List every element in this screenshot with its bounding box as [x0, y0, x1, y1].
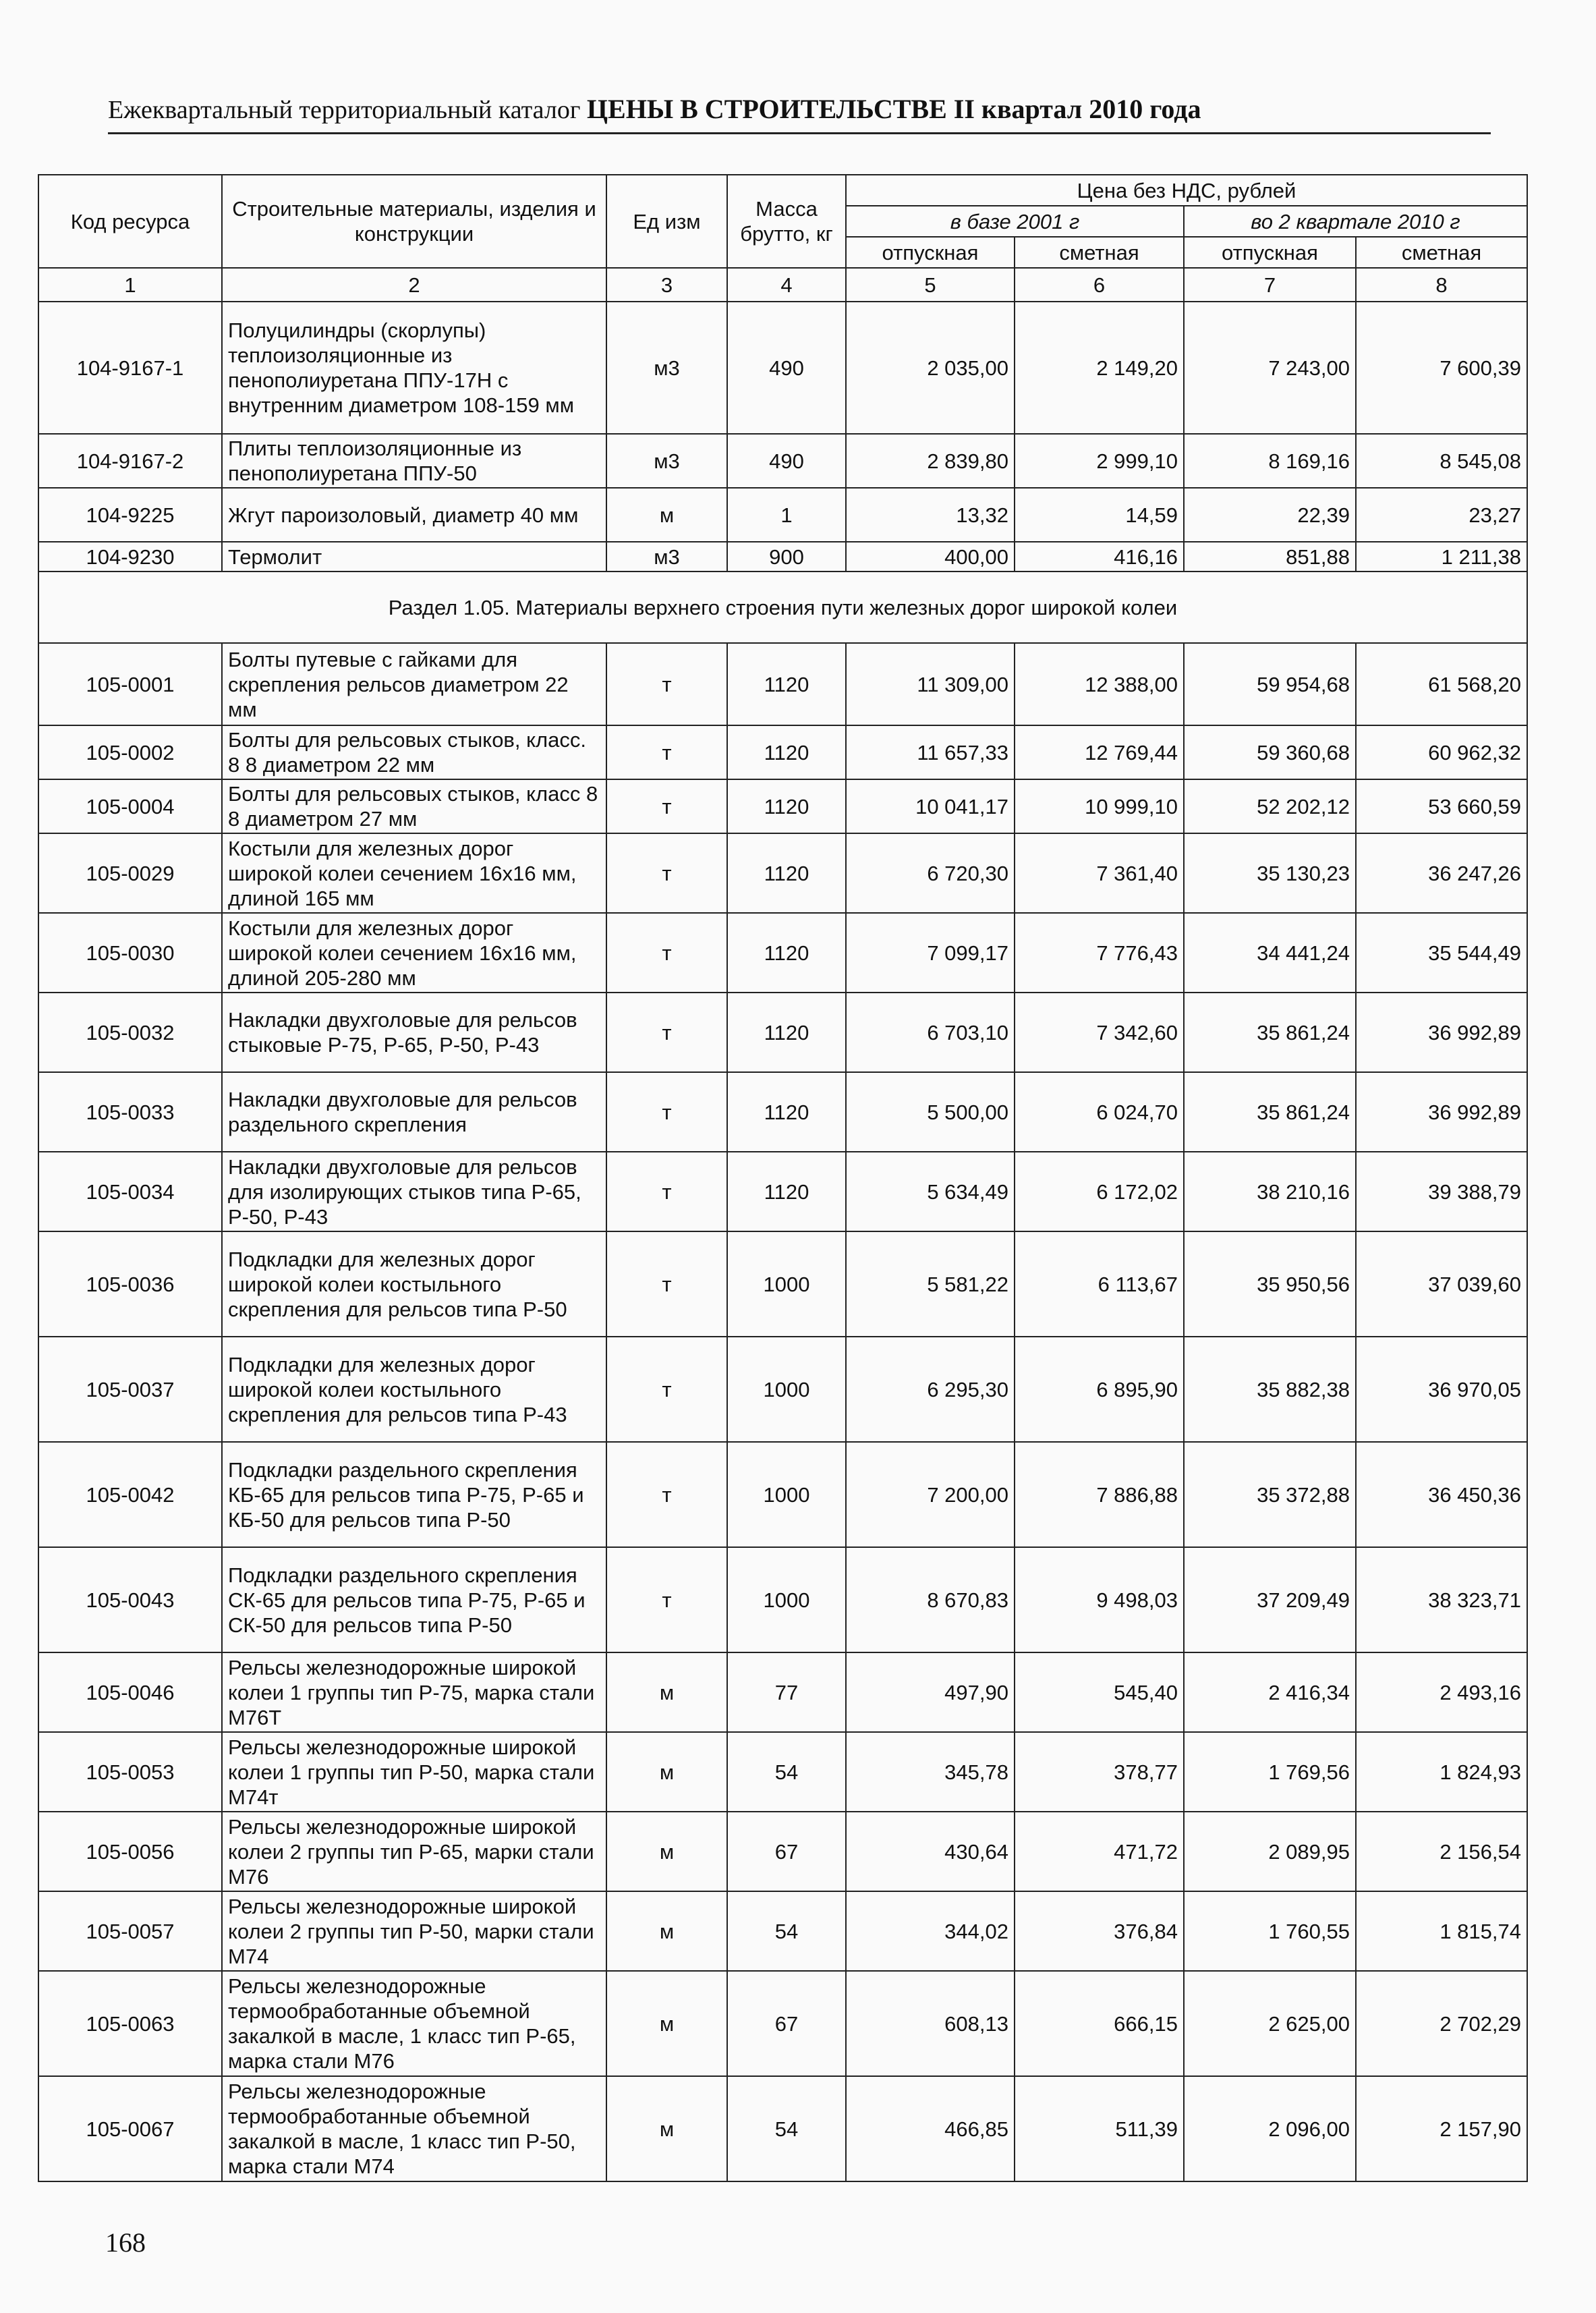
unit: м3 [606, 542, 727, 572]
column-number: 3 [606, 268, 727, 302]
price-base-smetnaya: 2 999,10 [1015, 434, 1184, 488]
table-row [38, 913, 1527, 993]
price-base-otpusknaya: 10 041,17 [846, 779, 1015, 833]
page-header [108, 93, 1484, 125]
price-base-smetnaya: 7 776,43 [1015, 913, 1184, 993]
unit: т [606, 1547, 727, 1652]
resource-code: 105-0004 [38, 779, 222, 833]
price-base-otpusknaya: 2 035,00 [846, 302, 1015, 434]
table-row [38, 779, 1527, 833]
price-base-smetnaya: 471,72 [1015, 1812, 1184, 1891]
price-q2-otpusknaya: 52 202,12 [1184, 779, 1356, 833]
resource-code: 105-0030 [38, 913, 222, 993]
price-base-otpusknaya: 430,64 [846, 1812, 1015, 1891]
gross-mass: 1000 [727, 1231, 846, 1337]
unit: м [606, 2076, 727, 2181]
resource-code: 105-0063 [38, 1971, 222, 2076]
resource-code: 105-0042 [38, 1442, 222, 1547]
price-base-otpusknaya: 7 099,17 [846, 913, 1015, 993]
price-base-smetnaya: 12 388,00 [1015, 643, 1184, 725]
price-base-otpusknaya: 497,90 [846, 1652, 1015, 1732]
col-header-smetnaya-q2: сметная [1356, 237, 1527, 268]
price-base-otpusknaya: 608,13 [846, 1971, 1015, 2076]
price-q2-smetnaya: 36 992,89 [1356, 993, 1527, 1072]
table-row [38, 1152, 1527, 1231]
column-number: 7 [1184, 268, 1356, 302]
material-name: Болты для рельсовых стыков, класс 8 8 диаметром 27 мм [222, 779, 606, 833]
price-base-otpusknaya: 6 295,30 [846, 1337, 1015, 1442]
price-q2-otpusknaya: 35 882,38 [1184, 1337, 1356, 1442]
price-q2-smetnaya: 36 970,05 [1356, 1337, 1527, 1442]
gross-mass: 67 [727, 1971, 846, 2076]
unit: т [606, 1442, 727, 1547]
table-row [38, 1337, 1527, 1442]
price-base-smetnaya: 6 024,70 [1015, 1072, 1184, 1152]
column-number: 4 [727, 268, 846, 302]
material-name: Накладки двухголовые для рельсов для изолирующих стыков типа Р-65, Р-50, Р-43 [222, 1152, 606, 1231]
price-base-otpusknaya: 344,02 [846, 1891, 1015, 1971]
resource-code: 105-0001 [38, 643, 222, 725]
price-base-otpusknaya: 466,85 [846, 2076, 1015, 2181]
unit: т [606, 833, 727, 913]
price-base-otpusknaya: 7 200,00 [846, 1442, 1015, 1547]
unit: т [606, 1337, 727, 1442]
price-q2-otpusknaya: 1 760,55 [1184, 1891, 1356, 1971]
unit: т [606, 1152, 727, 1231]
price-q2-otpusknaya: 22,39 [1184, 488, 1356, 542]
price-q2-smetnaya: 36 992,89 [1356, 1072, 1527, 1152]
material-name: Накладки двухголовые для рельсов раздельного скрепления [222, 1072, 606, 1152]
unit: т [606, 913, 727, 993]
gross-mass: 54 [727, 1732, 846, 1812]
rows-after-section [38, 643, 1527, 2181]
unit: т [606, 725, 727, 779]
header-divider [108, 132, 1491, 134]
resource-code: 104-9167-1 [38, 302, 222, 434]
price-base-smetnaya: 7 342,60 [1015, 993, 1184, 1072]
table-row [38, 725, 1527, 779]
table-row [38, 1547, 1527, 1652]
price-q2-otpusknaya: 35 372,88 [1184, 1442, 1356, 1547]
resource-code: 105-0034 [38, 1152, 222, 1231]
resource-code: 105-0036 [38, 1231, 222, 1337]
rows-before-section [38, 302, 1527, 572]
table-row [38, 302, 1527, 434]
resource-code: 105-0056 [38, 1812, 222, 1891]
price-base-otpusknaya: 11 309,00 [846, 643, 1015, 725]
material-name: Подкладки раздельного скрепления СК-65 для рельсов типа Р-75, Р-65 и СК-50 для рельсов типа Р-50 [222, 1547, 606, 1652]
price-q2-smetnaya: 7 600,39 [1356, 302, 1527, 434]
table-row [38, 1732, 1527, 1812]
price-q2-smetnaya: 39 388,79 [1356, 1152, 1527, 1231]
price-q2-smetnaya: 60 962,32 [1356, 725, 1527, 779]
col-header-price: Цена без НДС, рублей [846, 175, 1527, 206]
resource-code: 104-9225 [38, 488, 222, 542]
price-q2-otpusknaya: 59 360,68 [1184, 725, 1356, 779]
unit: т [606, 1072, 727, 1152]
price-q2-smetnaya: 1 211,38 [1356, 542, 1527, 572]
price-base-otpusknaya: 345,78 [846, 1732, 1015, 1812]
unit: т [606, 993, 727, 1072]
price-q2-smetnaya: 2 702,29 [1356, 1971, 1527, 2076]
price-q2-otpusknaya: 38 210,16 [1184, 1152, 1356, 1231]
price-q2-smetnaya: 53 660,59 [1356, 779, 1527, 833]
price-base-smetnaya: 666,15 [1015, 1971, 1184, 2076]
table-row [38, 1891, 1527, 1971]
unit: м3 [606, 302, 727, 434]
col-header-q2-2010: во 2 квартале 2010 г [1184, 206, 1527, 237]
price-q2-smetnaya: 2 493,16 [1356, 1652, 1527, 1732]
price-q2-smetnaya: 23,27 [1356, 488, 1527, 542]
material-name: Термолит [222, 542, 606, 572]
column-number: 8 [1356, 268, 1527, 302]
gross-mass: 1120 [727, 643, 846, 725]
price-base-otpusknaya: 5 581,22 [846, 1231, 1015, 1337]
unit: м [606, 1971, 727, 2076]
price-base-smetnaya: 2 149,20 [1015, 302, 1184, 434]
price-q2-smetnaya: 38 323,71 [1356, 1547, 1527, 1652]
price-base-otpusknaya: 400,00 [846, 542, 1015, 572]
material-name: Подкладки для железных дорог широкой колеи костыльного скрепления для рельсов типа Р-50 [222, 1231, 606, 1337]
material-name: Болты для рельсовых стыков, класс. 8 8 диаметром 22 мм [222, 725, 606, 779]
gross-mass: 1000 [727, 1547, 846, 1652]
price-base-smetnaya: 6 895,90 [1015, 1337, 1184, 1442]
table-row [38, 833, 1527, 913]
resource-code: 105-0033 [38, 1072, 222, 1152]
price-base-smetnaya: 10 999,10 [1015, 779, 1184, 833]
price-q2-smetnaya: 1 824,93 [1356, 1732, 1527, 1812]
price-base-smetnaya: 7 886,88 [1015, 1442, 1184, 1547]
price-base-otpusknaya: 5 500,00 [846, 1072, 1015, 1152]
col-header-otpusknaya-base: отпускная [846, 237, 1015, 268]
col-header-otpusknaya-q2: отпускная [1184, 237, 1356, 268]
price-q2-smetnaya: 36 450,36 [1356, 1442, 1527, 1547]
price-q2-smetnaya: 1 815,74 [1356, 1891, 1527, 1971]
table-row [38, 1442, 1527, 1547]
table-row [38, 1971, 1527, 2076]
price-q2-otpusknaya: 35 130,23 [1184, 833, 1356, 913]
table-row [38, 1652, 1527, 1732]
table-row [38, 542, 1527, 572]
material-name: Подкладки для железных дорог широкой колеи костыльного скрепления для рельсов типа Р-43 [222, 1337, 606, 1442]
material-name: Костыли для железных дорог широкой колеи сечением 16х16 мм, длиной 205-280 мм [222, 913, 606, 993]
price-base-otpusknaya: 11 657,33 [846, 725, 1015, 779]
gross-mass: 1120 [727, 1152, 846, 1231]
material-name: Плиты теплоизоляционные из пенополиуретана ППУ-50 [222, 434, 606, 488]
catalog-prefix: Ежеквартальный территориальный каталог [108, 96, 587, 124]
table-row [38, 434, 1527, 488]
price-base-otpusknaya: 2 839,80 [846, 434, 1015, 488]
price-q2-otpusknaya: 2 096,00 [1184, 2076, 1356, 2181]
column-number-row [38, 268, 1527, 302]
material-name: Рельсы железнодорожные термообработанные объемной закалкой в масле, 1 класс тип Р-65, марка стали М76 [222, 1971, 606, 2076]
price-q2-otpusknaya: 2 089,95 [1184, 1812, 1356, 1891]
material-name: Накладки двухголовые для рельсов стыковые Р-75, Р-65, Р-50, Р-43 [222, 993, 606, 1072]
unit: м [606, 1732, 727, 1812]
table-row [38, 1812, 1527, 1891]
unit: м [606, 1891, 727, 1971]
price-base-otpusknaya: 6 703,10 [846, 993, 1015, 1072]
table-row [38, 1231, 1527, 1337]
price-q2-otpusknaya: 2 416,34 [1184, 1652, 1356, 1732]
unit: м3 [606, 434, 727, 488]
price-base-otpusknaya: 13,32 [846, 488, 1015, 542]
resource-code: 104-9230 [38, 542, 222, 572]
resource-code: 105-0046 [38, 1652, 222, 1732]
col-header-name: Строительные материалы, изделия и конструкции [222, 175, 606, 268]
column-number: 1 [38, 268, 222, 302]
price-q2-smetnaya: 8 545,08 [1356, 434, 1527, 488]
gross-mass: 67 [727, 1812, 846, 1891]
resource-code: 105-0067 [38, 2076, 222, 2181]
price-q2-otpusknaya: 851,88 [1184, 542, 1356, 572]
price-base-otpusknaya: 8 670,83 [846, 1547, 1015, 1652]
price-base-otpusknaya: 6 720,30 [846, 833, 1015, 913]
gross-mass: 1120 [727, 913, 846, 993]
column-number: 6 [1015, 268, 1184, 302]
price-base-smetnaya: 6 113,67 [1015, 1231, 1184, 1337]
col-header-code: Код ресурса [38, 175, 222, 268]
resource-code: 105-0037 [38, 1337, 222, 1442]
table-row [38, 993, 1527, 1072]
resource-code: 105-0043 [38, 1547, 222, 1652]
price-q2-otpusknaya: 35 950,56 [1184, 1231, 1356, 1337]
material-name: Полуцилиндры (скорлупы) теплоизоляционные из пенополиуретана ППУ-17Н с внутренним диаметром 108-159 мм [222, 302, 606, 434]
section-row [38, 572, 1527, 643]
price-base-smetnaya: 511,39 [1015, 2076, 1184, 2181]
gross-mass: 77 [727, 1652, 846, 1732]
material-name: Рельсы железнодорожные широкой колеи 1 группы тип Р-50, марка стали М74т [222, 1732, 606, 1812]
unit: м [606, 1652, 727, 1732]
table-row [38, 1072, 1527, 1152]
gross-mass: 1120 [727, 833, 846, 913]
price-base-smetnaya: 376,84 [1015, 1891, 1184, 1971]
price-q2-otpusknaya: 34 441,24 [1184, 913, 1356, 993]
price-base-smetnaya: 9 498,03 [1015, 1547, 1184, 1652]
price-base-smetnaya: 12 769,44 [1015, 725, 1184, 779]
unit: м [606, 1812, 727, 1891]
table-row [38, 2076, 1527, 2181]
resource-code: 105-0053 [38, 1732, 222, 1812]
unit: т [606, 779, 727, 833]
gross-mass: 1000 [727, 1337, 846, 1442]
price-base-smetnaya: 7 361,40 [1015, 833, 1184, 913]
unit: м [606, 488, 727, 542]
material-name: Рельсы железнодорожные широкой колеи 1 группы тип Р-75, марка стали М76Т [222, 1652, 606, 1732]
catalog-title: ЦЕНЫ В СТРОИТЕЛЬСТВЕ II квартал 2010 года [586, 94, 1201, 124]
col-header-smetnaya-base: сметная [1015, 237, 1184, 268]
price-base-smetnaya: 416,16 [1015, 542, 1184, 572]
gross-mass: 1000 [727, 1442, 846, 1547]
table-row [38, 488, 1527, 542]
price-q2-otpusknaya: 35 861,24 [1184, 1072, 1356, 1152]
column-number: 5 [846, 268, 1015, 302]
price-q2-smetnaya: 35 544,49 [1356, 913, 1527, 993]
price-q2-smetnaya: 61 568,20 [1356, 643, 1527, 725]
gross-mass: 490 [727, 434, 846, 488]
material-name: Рельсы железнодорожные термообработанные объемной закалкой в масле, 1 класс тип Р-50, марка стали М74 [222, 2076, 606, 2181]
price-base-smetnaya: 378,77 [1015, 1732, 1184, 1812]
gross-mass: 1120 [727, 1072, 846, 1152]
col-header-base-2001: в базе 2001 г [846, 206, 1184, 237]
material-name: Жгут пароизоловый, диаметр 40 мм [222, 488, 606, 542]
unit: т [606, 643, 727, 725]
resource-code: 105-0057 [38, 1891, 222, 1971]
gross-mass: 1120 [727, 779, 846, 833]
column-number: 2 [222, 268, 606, 302]
price-q2-otpusknaya: 59 954,68 [1184, 643, 1356, 725]
resource-code: 105-0032 [38, 993, 222, 1072]
price-q2-otpusknaya: 35 861,24 [1184, 993, 1356, 1072]
gross-mass: 54 [727, 2076, 846, 2181]
resource-code: 104-9167-2 [38, 434, 222, 488]
gross-mass: 490 [727, 302, 846, 434]
gross-mass: 1120 [727, 993, 846, 1072]
price-table [38, 174, 1528, 2182]
material-name: Рельсы железнодорожные широкой колеи 2 группы тип Р-50, марки стали М74 [222, 1891, 606, 1971]
resource-code: 105-0002 [38, 725, 222, 779]
price-base-smetnaya: 14,59 [1015, 488, 1184, 542]
price-q2-otpusknaya: 37 209,49 [1184, 1547, 1356, 1652]
price-base-otpusknaya: 5 634,49 [846, 1152, 1015, 1231]
gross-mass: 54 [727, 1891, 846, 1971]
price-q2-otpusknaya: 8 169,16 [1184, 434, 1356, 488]
col-header-mass: Масса брутто, кг [727, 175, 846, 268]
material-name: Костыли для железных дорог широкой колеи сечением 16х16 мм, длиной 165 мм [222, 833, 606, 913]
price-q2-smetnaya: 2 156,54 [1356, 1812, 1527, 1891]
gross-mass: 1 [727, 488, 846, 542]
section-title: Раздел 1.05. Материалы верхнего строения пути железных дорог широкой колеи [38, 572, 1527, 643]
material-name: Рельсы железнодорожные широкой колеи 2 группы тип Р-65, марки стали М76 [222, 1812, 606, 1891]
price-q2-otpusknaya: 2 625,00 [1184, 1971, 1356, 2076]
unit: т [606, 1231, 727, 1337]
price-q2-smetnaya: 2 157,90 [1356, 2076, 1527, 2181]
price-base-smetnaya: 545,40 [1015, 1652, 1184, 1732]
page-number: 168 [105, 2227, 146, 2258]
gross-mass: 900 [727, 542, 846, 572]
material-name: Подкладки раздельного скрепления КБ-65 для рельсов типа Р-75, Р-65 и КБ-50 для рельсов типа Р-50 [222, 1442, 606, 1547]
resource-code: 105-0029 [38, 833, 222, 913]
price-q2-otpusknaya: 7 243,00 [1184, 302, 1356, 434]
price-q2-smetnaya: 36 247,26 [1356, 833, 1527, 913]
gross-mass: 1120 [727, 725, 846, 779]
table-row [38, 643, 1527, 725]
price-q2-otpusknaya: 1 769,56 [1184, 1732, 1356, 1812]
price-q2-smetnaya: 37 039,60 [1356, 1231, 1527, 1337]
col-header-unit: Ед изм [606, 175, 727, 268]
price-base-smetnaya: 6 172,02 [1015, 1152, 1184, 1231]
material-name: Болты путевые с гайками для скрепления рельсов диаметром 22 мм [222, 643, 606, 725]
